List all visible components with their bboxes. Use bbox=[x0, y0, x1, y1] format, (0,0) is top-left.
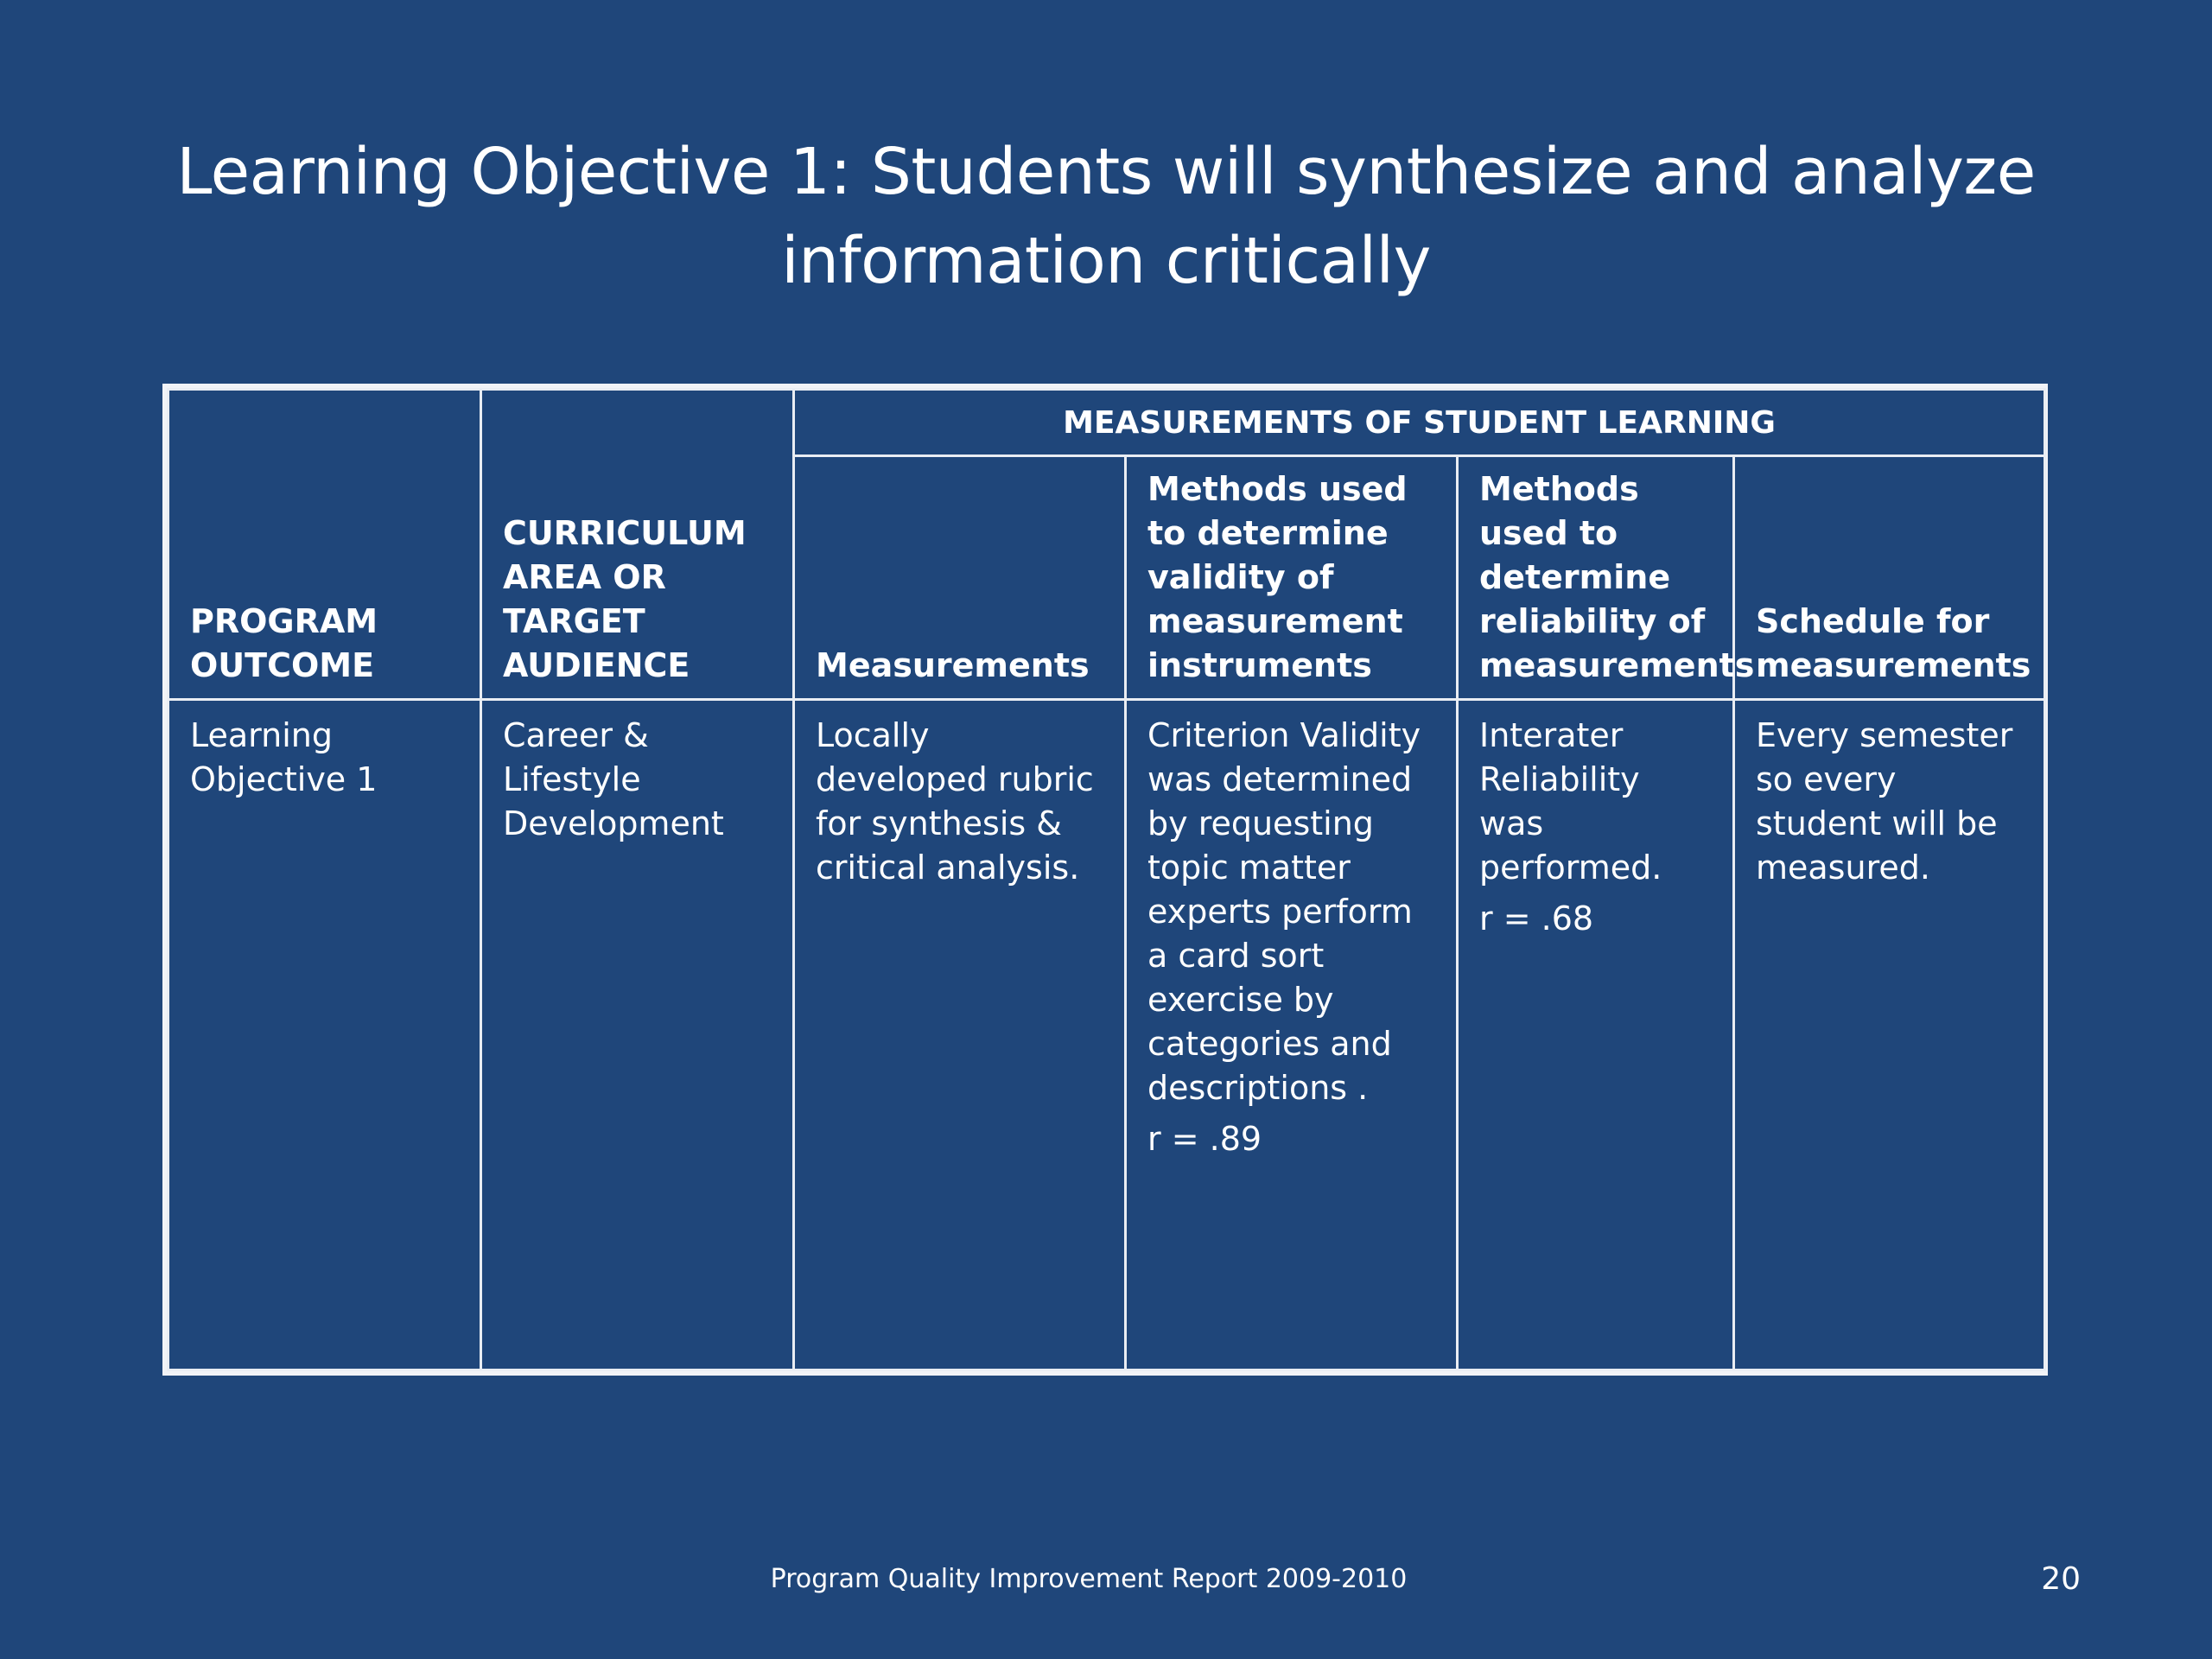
measurements-table bbox=[162, 384, 2048, 1376]
page-number: 20 bbox=[2041, 1561, 2081, 1597]
header-curriculum-area: CURRICULUM AREA OR TARGET AUDIENCE bbox=[481, 390, 794, 700]
header-validity-methods: Methods used to determine validity of measurement instruments bbox=[1126, 456, 1458, 700]
header-program-outcome: PROGRAM OUTCOME bbox=[168, 390, 481, 700]
cell-reliability-methods bbox=[1458, 700, 1734, 1370]
table-row bbox=[168, 700, 2045, 1370]
cell-validity-methods bbox=[1126, 700, 1458, 1370]
cell-measurements: Locally developed rubric for synthesis & critical analysis. bbox=[794, 700, 1126, 1370]
slide-title-line-1: Learning Objective 1: Students will synthesize and analyze bbox=[176, 135, 2036, 209]
cell-program-outcome: Learning Objective 1 bbox=[168, 700, 481, 1370]
header-measurements-group: MEASUREMENTS OF STUDENT LEARNING bbox=[794, 390, 2045, 456]
validity-description: Criterion Validity was determined by requesting topic matter experts perform a card sort exercise by categories and descriptions . bbox=[1147, 716, 1421, 1107]
reliability-description: Interater Reliability was performed. bbox=[1479, 716, 1662, 887]
cell-schedule: Every semester so every student will be measured. bbox=[1734, 700, 2045, 1370]
footer-report-title: Program Quality Improvement Report 2009-2010 bbox=[770, 1564, 1408, 1594]
validity-coefficient: r = .89 bbox=[1147, 1120, 1262, 1158]
slide-title-line-2: information critically bbox=[781, 224, 1431, 298]
header-reliability-methods: Methods used to determine reliability of measurements bbox=[1458, 456, 1734, 700]
table-header-row bbox=[168, 390, 2045, 456]
header-measurements: Measurements bbox=[794, 456, 1126, 700]
measurements-table-grid bbox=[167, 388, 2046, 1371]
cell-curriculum-area: Career & Lifestyle Development bbox=[481, 700, 794, 1370]
reliability-coefficient: r = .68 bbox=[1479, 899, 1594, 938]
slide-title bbox=[173, 128, 2039, 306]
header-schedule: Schedule for measurements bbox=[1734, 456, 2045, 700]
